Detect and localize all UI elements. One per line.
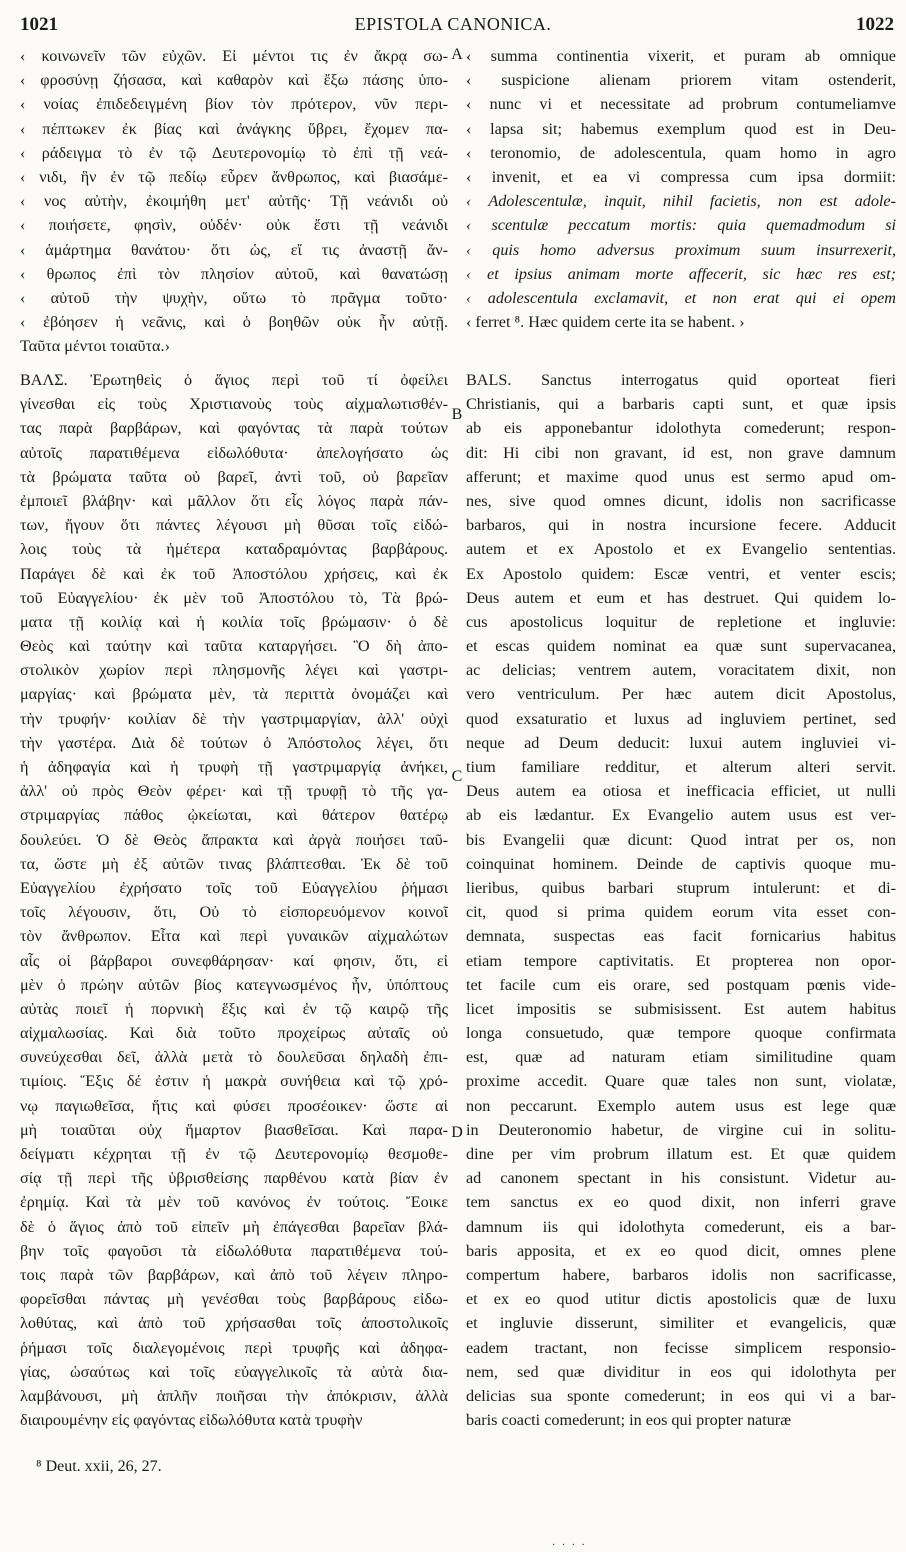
text-line: γίας, ὡσαύτως καὶ τοῖς εὐαγγελικοῖς τὰ αὐτὰ δια- [20, 1362, 448, 1381]
text-line: Εὐαγγελίου ἐχρήσατο τοῖς τοῦ Εὐαγγελίου ῥήμασι [20, 878, 448, 897]
text-line: tem sanctus ex eo quod dixit, non inferri grave [466, 1193, 896, 1212]
text-line: demnata, suspectas eas facit fornicarius habitus [466, 927, 896, 946]
margin-letter-d: D [451, 1124, 463, 1141]
text-line: διαιρουμένην εἰς φαγόντας εἰδωλόθυτα κατὰ τρυφὴν [20, 1411, 363, 1430]
text-line: ac delicias; ventrem autem, voracitatem dixit, non [466, 661, 896, 680]
text-line: βην τοῖς φαγοῦσι τὰ εἰδωλόθυτα παρατιθέμενα τού- [20, 1241, 448, 1260]
text-line: baris apposita, et ex eo quod dicit, omnes plene [466, 1241, 896, 1260]
text-line: λοθύτας, καὶ ἀπὸ τοῦ χρήσασθαι τοῖς ἀποστολικοῖς [20, 1314, 448, 1333]
text-line: στολικὸν χωρίον περὶ πλησμονῆς λέγει καὶ γαστρι- [20, 661, 448, 680]
margin-letter-c: C [451, 768, 463, 785]
text-line: τὸν ἄνθρωπον. Εἶτα καὶ περὶ γυναικῶν αἰχμαλώτων [20, 927, 448, 946]
text-line: ‹ scentulæ peccatum mortis: quia quemadmodum si [466, 216, 896, 235]
text-line: ΒΑΛΣ. Ἐρωτηθεὶς ὁ ἅγιος περὶ τοῦ τί ὀφείλει [20, 371, 448, 389]
text-line: ‹ κοινωνεῖν τῶν εὐχῶν. Εἰ μέντοι τις ἐν ἄκρᾳ σω- [20, 47, 448, 65]
text-line: dine per vim probrum illatum est. Et quæ quidem [466, 1145, 896, 1163]
text-line: ‹ quis homo adversus proximum suum insurrexerit, [466, 240, 896, 259]
text-line: ‹ νοίας ἐπιδεδειγμένη βίον τὸν πρότερον, νῦν περι- [20, 95, 448, 114]
text-line: licet impositis se submisissent. Est autem habitus [466, 999, 896, 1018]
page-number-left: 1021 [20, 14, 58, 35]
margin-letter-b: B [451, 406, 463, 423]
text-line: μὲν ὁ πρώην αὐτῶν βίος κατεγνωσμένος ἦν, ὑπόπτους [20, 975, 448, 994]
text-line: ἐμποιεῖ βλάβην· καὶ μᾶλλον ὅτι εἷς λόγος παρὰ πάν- [20, 491, 448, 510]
text-line: tium familiare redditur, et alterum alteri servit. [466, 758, 896, 776]
greek-canon-text [20, 44, 448, 358]
text-line: et ingluvie disserunt, similiter et evangelicis, quæ [466, 1314, 896, 1333]
text-line: ‹ ποιήσετε, φησὶν, οὐδέν· οὐκ ἔστι τῇ νεάνιδι [20, 216, 448, 235]
text-line: coinquinat hominem. Deinde de captivis quoque mu- [466, 854, 896, 873]
margin-letter-a: A [451, 46, 463, 63]
text-line: neque ad Deum deducit: luxui autem ingluviei vi- [466, 733, 896, 752]
text-line: μαργίας· καὶ βρώματα μὲν, τὰ περιττὰ ὀνομάζει καὶ [20, 685, 448, 704]
text-line: dit: Hi cibi non gravant, id est, non grave damnum [466, 443, 896, 462]
text-line: φορεῖσθαι πάντας μὴ γενέσθαι τοὺς βαρβάρους εἰδω- [20, 1290, 448, 1309]
text-line: ab eis apponebantur idolothyta comederunt; respon- [466, 419, 896, 438]
text-line: nes, sive quod omnes dicunt, idolis non sacrificasse [466, 491, 896, 510]
text-line: Ex Apostolo quidem: Escæ ventri, et venter escis; [466, 564, 896, 583]
page-number-right: 1022 [856, 14, 894, 35]
text-line: τὰ βρώματα ταῦτα οὐ βαρεῖ, ἀντὶ τοῦ, οὐ βαρεῖαν [20, 467, 448, 486]
text-line: στριμαργίας πάθος ᾠκείωται, καὶ θάτερον θατέρῳ [20, 806, 448, 825]
text-line: et escas quidem nominat ea quæ sunt supervacanea, [466, 637, 896, 656]
text-line: compertum habere, barbaros idolis non sacrificasse, [466, 1265, 896, 1284]
running-title: EPISTOLA CANONICA. [354, 14, 552, 34]
text-line: δὲ ὁ ἅγιος ἀπὸ τοῦ εἰπεῖν μὴ ἐπάγεσθαι βαρεῖαν βλά- [20, 1217, 448, 1236]
text-line: vero ventriculum. Per hæc autem dicit Apostolus, [466, 685, 896, 704]
text-line: γίνεσθαι εἰς τοὺς Χριστιανοὺς τοὺς αἰχμαλωτισθέν- [20, 395, 448, 414]
text-line: ‹ νος αὐτὴν, ἐκοιμήθη μετ' αὐτῆς· Τῇ νεάνιδι οὐ [20, 192, 448, 211]
text-line: τοις παρὰ τῶν βαρβάρων, καὶ ἀπὸ τοῦ λέγειν πληρο- [20, 1265, 448, 1284]
text-line: ‹ nunc vi et necessitate ad probrum contumeliamve [466, 95, 896, 114]
text-line: quod exsaturatio et luxus ad ingluviem pertinet, sed [466, 709, 896, 728]
text-line: συνεύχεσθαι δεῖ, ἀλλὰ μετὰ τὸ δουλεῦσαι δηλαδὴ ἐπι- [20, 1048, 448, 1067]
text-line: τοῦ Εὐαγγελίου· ἐκ μὲν τοῦ Ἀποστόλου τὸ, Τὰ βρώ- [20, 588, 448, 607]
text-line: longa consuetudo, quæ tempore quoque confirmata [466, 1024, 896, 1043]
text-line: barbaros, qui in nostra incursione fecere. Adducit [466, 516, 896, 535]
text-line: autem et ex Apostolo et ex Evangelio sententias. [466, 540, 896, 559]
text-line: σίᾳ τῇ περὶ τῆς ὑβρισθείσης παρθένου κατὰ βίαν ἐν [20, 1169, 448, 1188]
text-line: δουλεύει. Ὁ δὲ Θεὸς ἄπρακτα καὶ ἀργὰ ποιήσει ταῦ- [20, 830, 448, 849]
text-line: eadem tractant, non fecisse simplicem responsio- [466, 1338, 896, 1357]
text-line: δείγματι κέχρηται τῇ ἐν τῷ Δευτερονομίῳ θεσμοθε- [20, 1145, 448, 1163]
text-line: τοῖς λέγουσιν, ὅτι, Οὐ τὸ εἰσπορευόμενον κοινοῖ [20, 903, 448, 922]
text-line: et ex eo quod utitur dictis apostolicis quæ de luxu [466, 1290, 896, 1309]
text-line: ‹ αὐτοῦ τὴν ψυχὴν, οὕτω τὸ πρᾶγμα τοῦτο· [20, 288, 448, 307]
text-line: λοις τοὺς τὰ ἡμέτερα καταδραμόντας βαρβάρους. [20, 540, 448, 559]
text-line: Ταῦτα μέντοι τοιαῦτα.› [20, 337, 170, 356]
text-line: ‹ et ipsius animam morte affecerit, sic hæc res est; [466, 264, 896, 283]
text-line: afferunt; et maxime quod unus est sermo apud om- [466, 467, 896, 486]
text-line: αἷς οἱ βάρβαροι συνεφθάρησαν· καί φησιν, ὅτι, εἰ [20, 951, 448, 970]
text-line: ῥήμασι τοῖς διαλεγομένοις περὶ τρυφῆς καὶ ἀδηφα- [20, 1338, 448, 1357]
text-line: ad canonem spectant in his consistunt. Videtur au- [466, 1169, 896, 1188]
text-line: ‹ πέπτωκεν ἐκ βίας καὶ ἀνάγκης ὕβρει, ἔχομεν πα- [20, 119, 448, 138]
text-line: bis Evangelii quæ dicunt: Quod intrat per os, non [466, 830, 896, 849]
text-line: cit, quod si prima quidem eorum vita esset con- [466, 903, 896, 922]
text-line: Deus autem et eum et has destruet. Qui quidem lo- [466, 588, 896, 607]
footer-ornament: · · · · [552, 1540, 587, 1551]
text-line: delicias sua sponte comederunt; in eos qui vi a bar- [466, 1386, 896, 1405]
text-line: damnum iis qui idolothyta comederunt, eis a bar- [466, 1217, 896, 1236]
text-line: nem, sed quæ dividitur in eos qui idolothyta per [466, 1362, 896, 1381]
text-line: αὐτοῖς παρατιθέμενα εἰδωλόθυτα· ἀπελογήσατο ὡς [20, 443, 448, 462]
text-line: ἐρημίᾳ. Καὶ τὰ μὲν τοῦ κανόνος ἐν τούτοις. Ἔοικε [20, 1193, 448, 1212]
text-line: τὴν γαστέρα. Διὰ δὲ τούτων ὁ Ἀπόστολος λέγει, ὅτι [20, 733, 448, 752]
footnote: ⁸ Deut. xxii, 26, 27. [36, 1458, 162, 1475]
text-line: των, ἤγουν ὅτι πάντες λέγουσι μὴ θῦσαι τοῖς εἰδώ- [20, 516, 448, 535]
latin-canon-text [466, 44, 896, 334]
text-line: Deus autem ea otiosa et inefficacia efficiet, ut nulli [466, 782, 896, 801]
text-line: Christianis, qui a barbaris capti sunt, et quæ ipsis [466, 395, 896, 414]
text-line: lieribus, quibus barbari stuprum intulerunt: et di- [466, 878, 896, 897]
text-line: ‹ lapsa sit; habemus exemplum quod est in Deu- [466, 119, 896, 138]
text-line: in Deuteronomio habetur, de virgine cui in solitu- [466, 1120, 896, 1139]
text-line: proxime accedit. Quare quæ tales non sunt, violatæ, [466, 1072, 896, 1091]
text-line: ‹ teronomio, de adolescentula, quam homo in agro [466, 143, 896, 162]
text-line: ‹ Adolescentulæ, inquit, nihil facietis, non est adole- [466, 192, 896, 211]
text-line: ἡ ἀδηφαγία καὶ ἡ τρυφὴ τῇ γαστριμαργίᾳ ἀνήκει, [20, 758, 448, 776]
text-line: ‹ νιδι, ἣν ἐν τῷ πεδίῳ εὗρεν ἄνθρωπος, καὶ βιασάμε- [20, 167, 448, 186]
text-line: ‹ θρωπος ἐπὶ τὸν πλησίον αὐτοῦ, καὶ θανατώσῃ [20, 264, 448, 283]
text-line: ‹ adolescentula exclamavit, et non erat qui ei opem [466, 288, 896, 307]
text-line: τα, ὥστε μὴ ἐξ αὐτῶν τινας βλάπτεσθαι. Ἐκ δὲ τοῦ [20, 854, 448, 873]
text-line: ἀλλ' οὐ πρὸς Θεὸν φέρει· καὶ τῇ τρυφῇ τὸ τῆς γα- [20, 782, 448, 801]
text-line: ‹ ἐβόησεν ἡ νεᾶνις, καὶ ὁ βοηθῶν οὐκ ἦν αὐτῇ. [20, 313, 448, 332]
text-line: ‹ ἁμάρτημα θανάτου· ὅτι ὡς, εἴ τις ἀναστῇ ἄν- [20, 240, 448, 259]
text-line: Παράγει δὲ καὶ ἐκ τοῦ Ἀποστόλου χρήσεις, καὶ ἐκ [20, 564, 448, 583]
text-line: ‹ ferret ⁸. Hæc quidem certe ita se habent. › [466, 313, 745, 332]
page-header [0, 14, 906, 40]
text-line: νῳ παγιωθεῖσα, ἥτις καὶ φύσει προσέοικεν· ὥστε αἱ [20, 1096, 448, 1115]
text-line: ‹ ράδειγμα τὸ ἐν τῷ Δευτερονομίῳ τὸ ἐπὶ τῇ νεά- [20, 143, 448, 162]
text-line: ‹ summa continentia vixerit, et puram ab omnique [466, 47, 896, 65]
text-line: τας παρὰ βαρβάρων, καὶ φαγόντας τὰ παρὰ τούτων [20, 419, 448, 438]
latin-commentary-text [466, 368, 896, 1432]
text-line: τὴν τρυφήν· κοιλίαν δὲ τὴν γαστριμαργίαν, ἀλλ' οὐχὶ [20, 709, 448, 728]
text-line: BALS. Sanctus interrogatus quid oporteat fieri [466, 371, 896, 389]
text-line: est, quæ ad naturam etiam similitudine quam [466, 1048, 896, 1067]
text-line: ματα τῇ κοιλίᾳ καὶ ἡ κοιλία τοῖς βρώμασιν· ὁ δὲ [20, 612, 448, 631]
text-line: etiam tempore captivitatis. Et propterea non opor- [466, 951, 896, 970]
text-line: baris coacti comederunt; in eos qui propter naturæ [466, 1411, 791, 1430]
text-line: τιμίοις. Ἕξις δέ ἐστιν ἡ μακρὰ συνήθεια καὶ τῷ χρό- [20, 1072, 448, 1091]
text-line: ‹ φροσύνῃ ζήσασα, καὶ καθαρὸν καὶ ἔξω πάσης ὑπο- [20, 71, 448, 90]
text-line: non peccarunt. Exemplo autem usus est lege quæ [466, 1096, 896, 1115]
greek-commentary-text [20, 368, 448, 1432]
text-line: μὴ τοιαῦται οὐχ ἥμαρτον βιασθεῖσαι. Καὶ παρα- [20, 1120, 448, 1139]
text-line: αἰχμαλωσίας. Καὶ διὰ τοῦτο προχείρως αὐταῖς οὐ [20, 1024, 448, 1043]
text-line: λαμβάνουσι, μὴ ἁπλῆν ποιῆσαι τὴν ἀπόκρισιν, ἀλλὰ [20, 1386, 448, 1405]
text-line: ab eis lædantur. Ex Evangelio autem usus est ver- [466, 806, 896, 825]
text-line: cus apostolicus loquitur de repletione et ingluvie: [466, 612, 896, 631]
text-line: Θεὸς καὶ ταύτην καὶ ταῦτα καταργήσει. Ὃ δὴ ἀπο- [20, 637, 448, 656]
text-line: ‹ invenit, et ea vi compressa cum ipsa dormiit: [466, 167, 896, 186]
text-line: ‹ suspicione alienam priorem vitam ostenderit, [466, 71, 896, 90]
text-line: tet facile cum eis orare, sed postquam pœnis vide- [466, 975, 896, 994]
text-line: αὐτὰς ποιεῖ ἡ πορνικὴ ἕξις καὶ ἐν τῷ καιρῷ τῆς [20, 999, 448, 1018]
